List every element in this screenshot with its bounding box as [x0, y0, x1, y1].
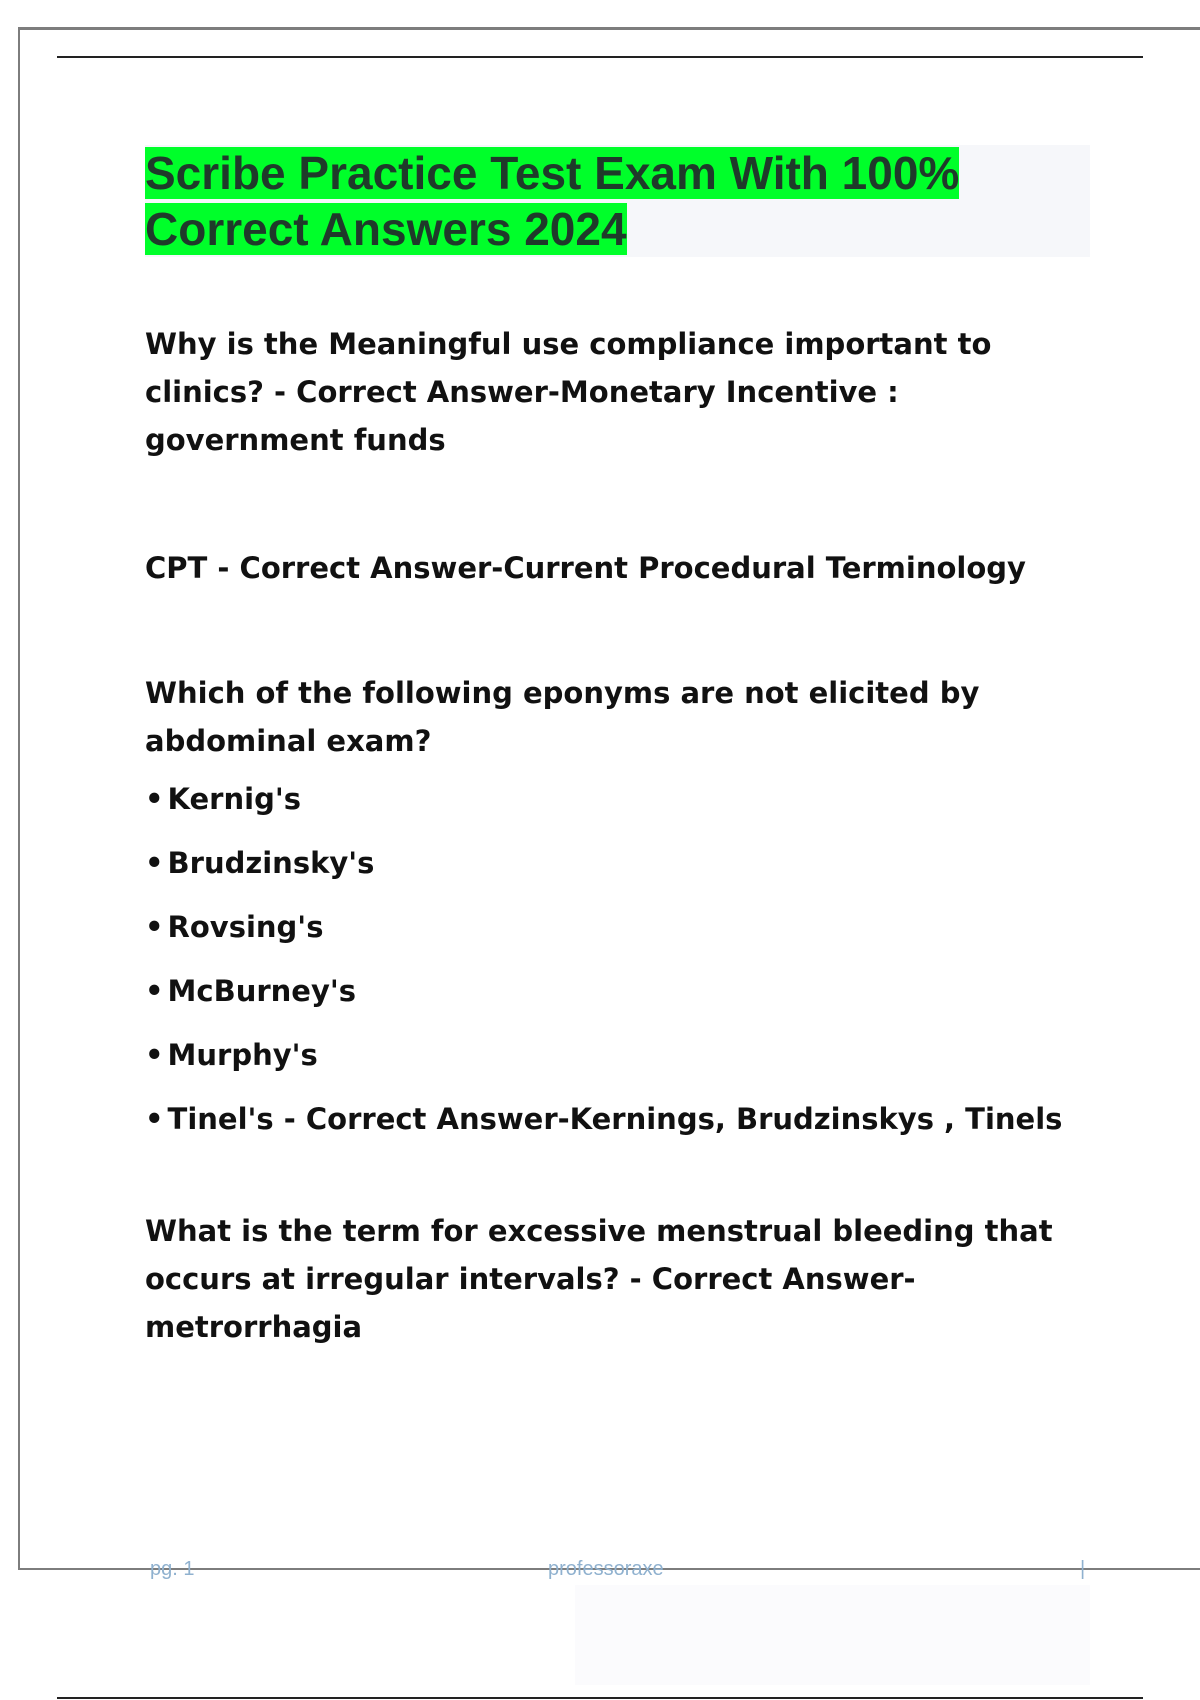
document-title [145, 145, 1090, 257]
list-item: • Murphy's [145, 1038, 318, 1072]
page-footer [0, 1558, 1200, 1588]
list-item: • Kernig's [145, 782, 301, 816]
bullet-icon: • [145, 910, 164, 944]
qa-question: Which of the following eponyms are not elicited by abdominal exam? [145, 676, 980, 758]
bullet-icon: • [145, 1038, 164, 1072]
qa-item: Why is the Meaningful use compliance important to clinics? - Correct Answer-Monetary Incentive : government funds [145, 327, 992, 457]
footer-brand: professoraxe [548, 1558, 664, 1580]
qa-item: CPT - Correct Answer-Current Procedural Terminology [145, 551, 1026, 585]
header-rule [57, 56, 1143, 58]
qa-content [145, 320, 1095, 1351]
footer-separator: | [1080, 1558, 1086, 1580]
qa-item: What is the term for excessive menstrual bleeding that occurs at irregular intervals? - Correct Answer-metrorrhagia [145, 1214, 1053, 1344]
bullet-icon: • [145, 1102, 164, 1136]
bullet-icon: • [145, 846, 164, 880]
footer-shade [575, 1585, 1090, 1685]
bullet-icon: • [145, 974, 164, 1008]
list-item: • McBurney's [145, 974, 357, 1008]
title-block [145, 145, 1090, 257]
page-number: pg. 1 [150, 1558, 195, 1580]
list-item: • Tinel's - Correct Answer-Kernings, Brudzinskys , Tinels [145, 1102, 1063, 1136]
bullet-icon: • [145, 782, 164, 816]
title-highlight: Scribe Practice Test Exam With 100% Correct Answers 2024 [145, 147, 960, 255]
eponym-list [145, 775, 1095, 1159]
bottom-rule [57, 1697, 1143, 1699]
list-item: • Rovsing's [145, 910, 324, 944]
list-item: • Brudzinsky's [145, 846, 375, 880]
